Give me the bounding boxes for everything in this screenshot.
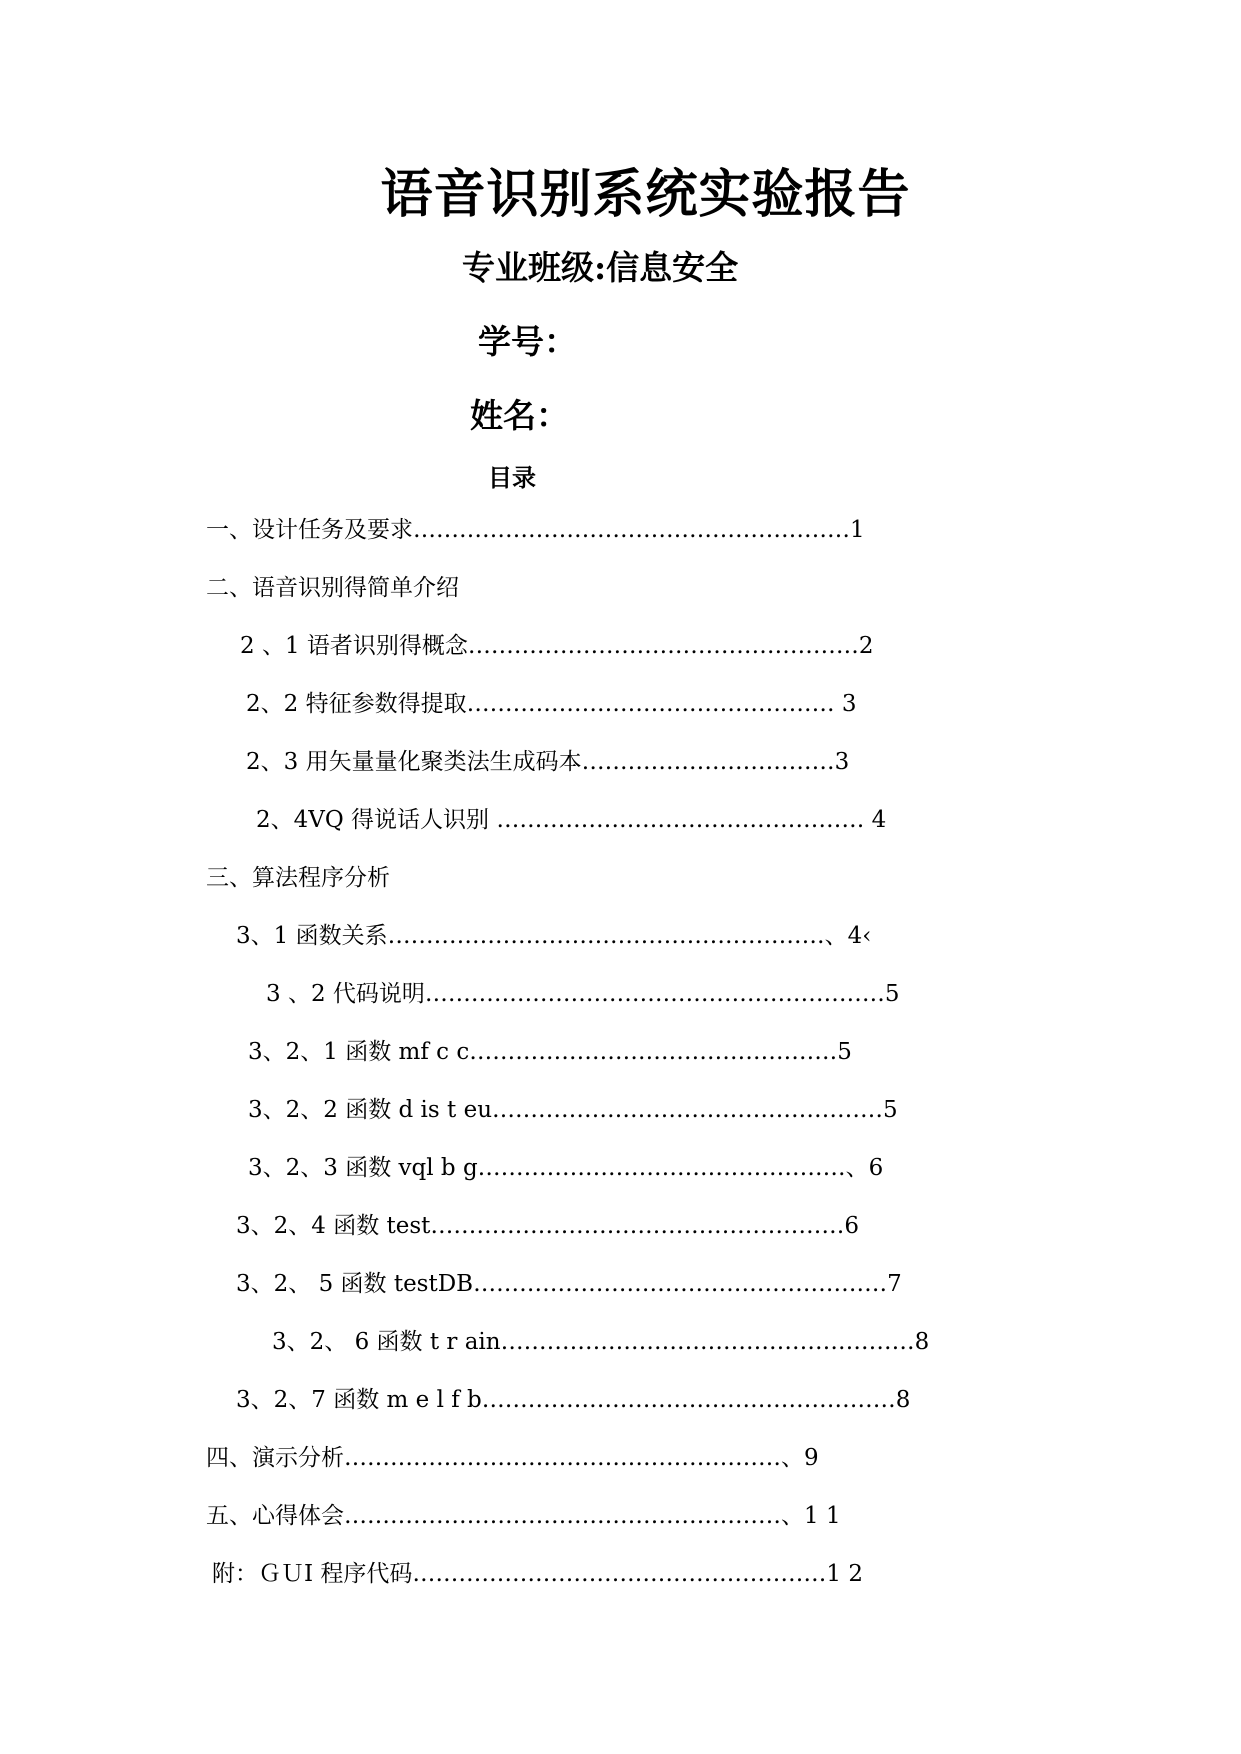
- student-id-line: 学号：: [478, 322, 577, 361]
- toc-entry: 3、2、 5 函数 testDB………………………………………………7: [236, 1271, 902, 1297]
- toc-entry: 3、2、3 函数 vql b g…………………………………………、6: [248, 1155, 884, 1181]
- name-line: 姓名：: [470, 396, 569, 435]
- toc-entry: 3、2、7 函数 m e l f b………………………………………………8: [236, 1387, 911, 1413]
- toc-entry: 2、2 特征参数得提取………………………………………… 3: [246, 691, 857, 717]
- toc-entry: 3、2、1 函数 mf c c…………………………………………5: [248, 1039, 852, 1065]
- major-class-line: 专业班级:信息安全: [462, 248, 739, 287]
- toc-entry: 五、心得体会…………………………………………………、1 1: [206, 1503, 841, 1529]
- toc-entry: 2、4VQ 得说话人识别 ………………………………………… 4: [256, 807, 887, 833]
- toc-entry: 3、2、2 函数 d is t eu……………………………………………5: [248, 1097, 898, 1123]
- toc-entry: 3、2、4 函数 test………………………………………………6: [236, 1213, 860, 1239]
- toc-entry: 3 、2 代码说明……………………………………………………5: [266, 981, 900, 1007]
- toc-entry: 附：ＧＵI 程序代码………………………………………………1 2: [212, 1561, 863, 1587]
- toc-entry: 3、1 函数关系…………………………………………………、4‹: [236, 923, 872, 949]
- toc-entry: 2 、1 语者识别得概念……………………………………………2: [240, 633, 874, 659]
- toc-entry: 3、2、 6 函数 t r ain………………………………………………8: [272, 1329, 930, 1355]
- report-title: 语音识别系统实验报告: [380, 164, 911, 225]
- toc-heading: 目录: [488, 463, 536, 492]
- toc-entry: 三、算法程序分析: [206, 865, 390, 891]
- toc-entry: 2、3 用矢量量化聚类法生成码本……………………………3: [246, 749, 850, 775]
- toc-entry: 四、演示分析…………………………………………………、9: [206, 1445, 819, 1471]
- toc-entry: 二、语音识别得简单介绍: [206, 575, 459, 601]
- toc-entry: 一、设计任务及要求…………………………………………………1: [206, 517, 865, 543]
